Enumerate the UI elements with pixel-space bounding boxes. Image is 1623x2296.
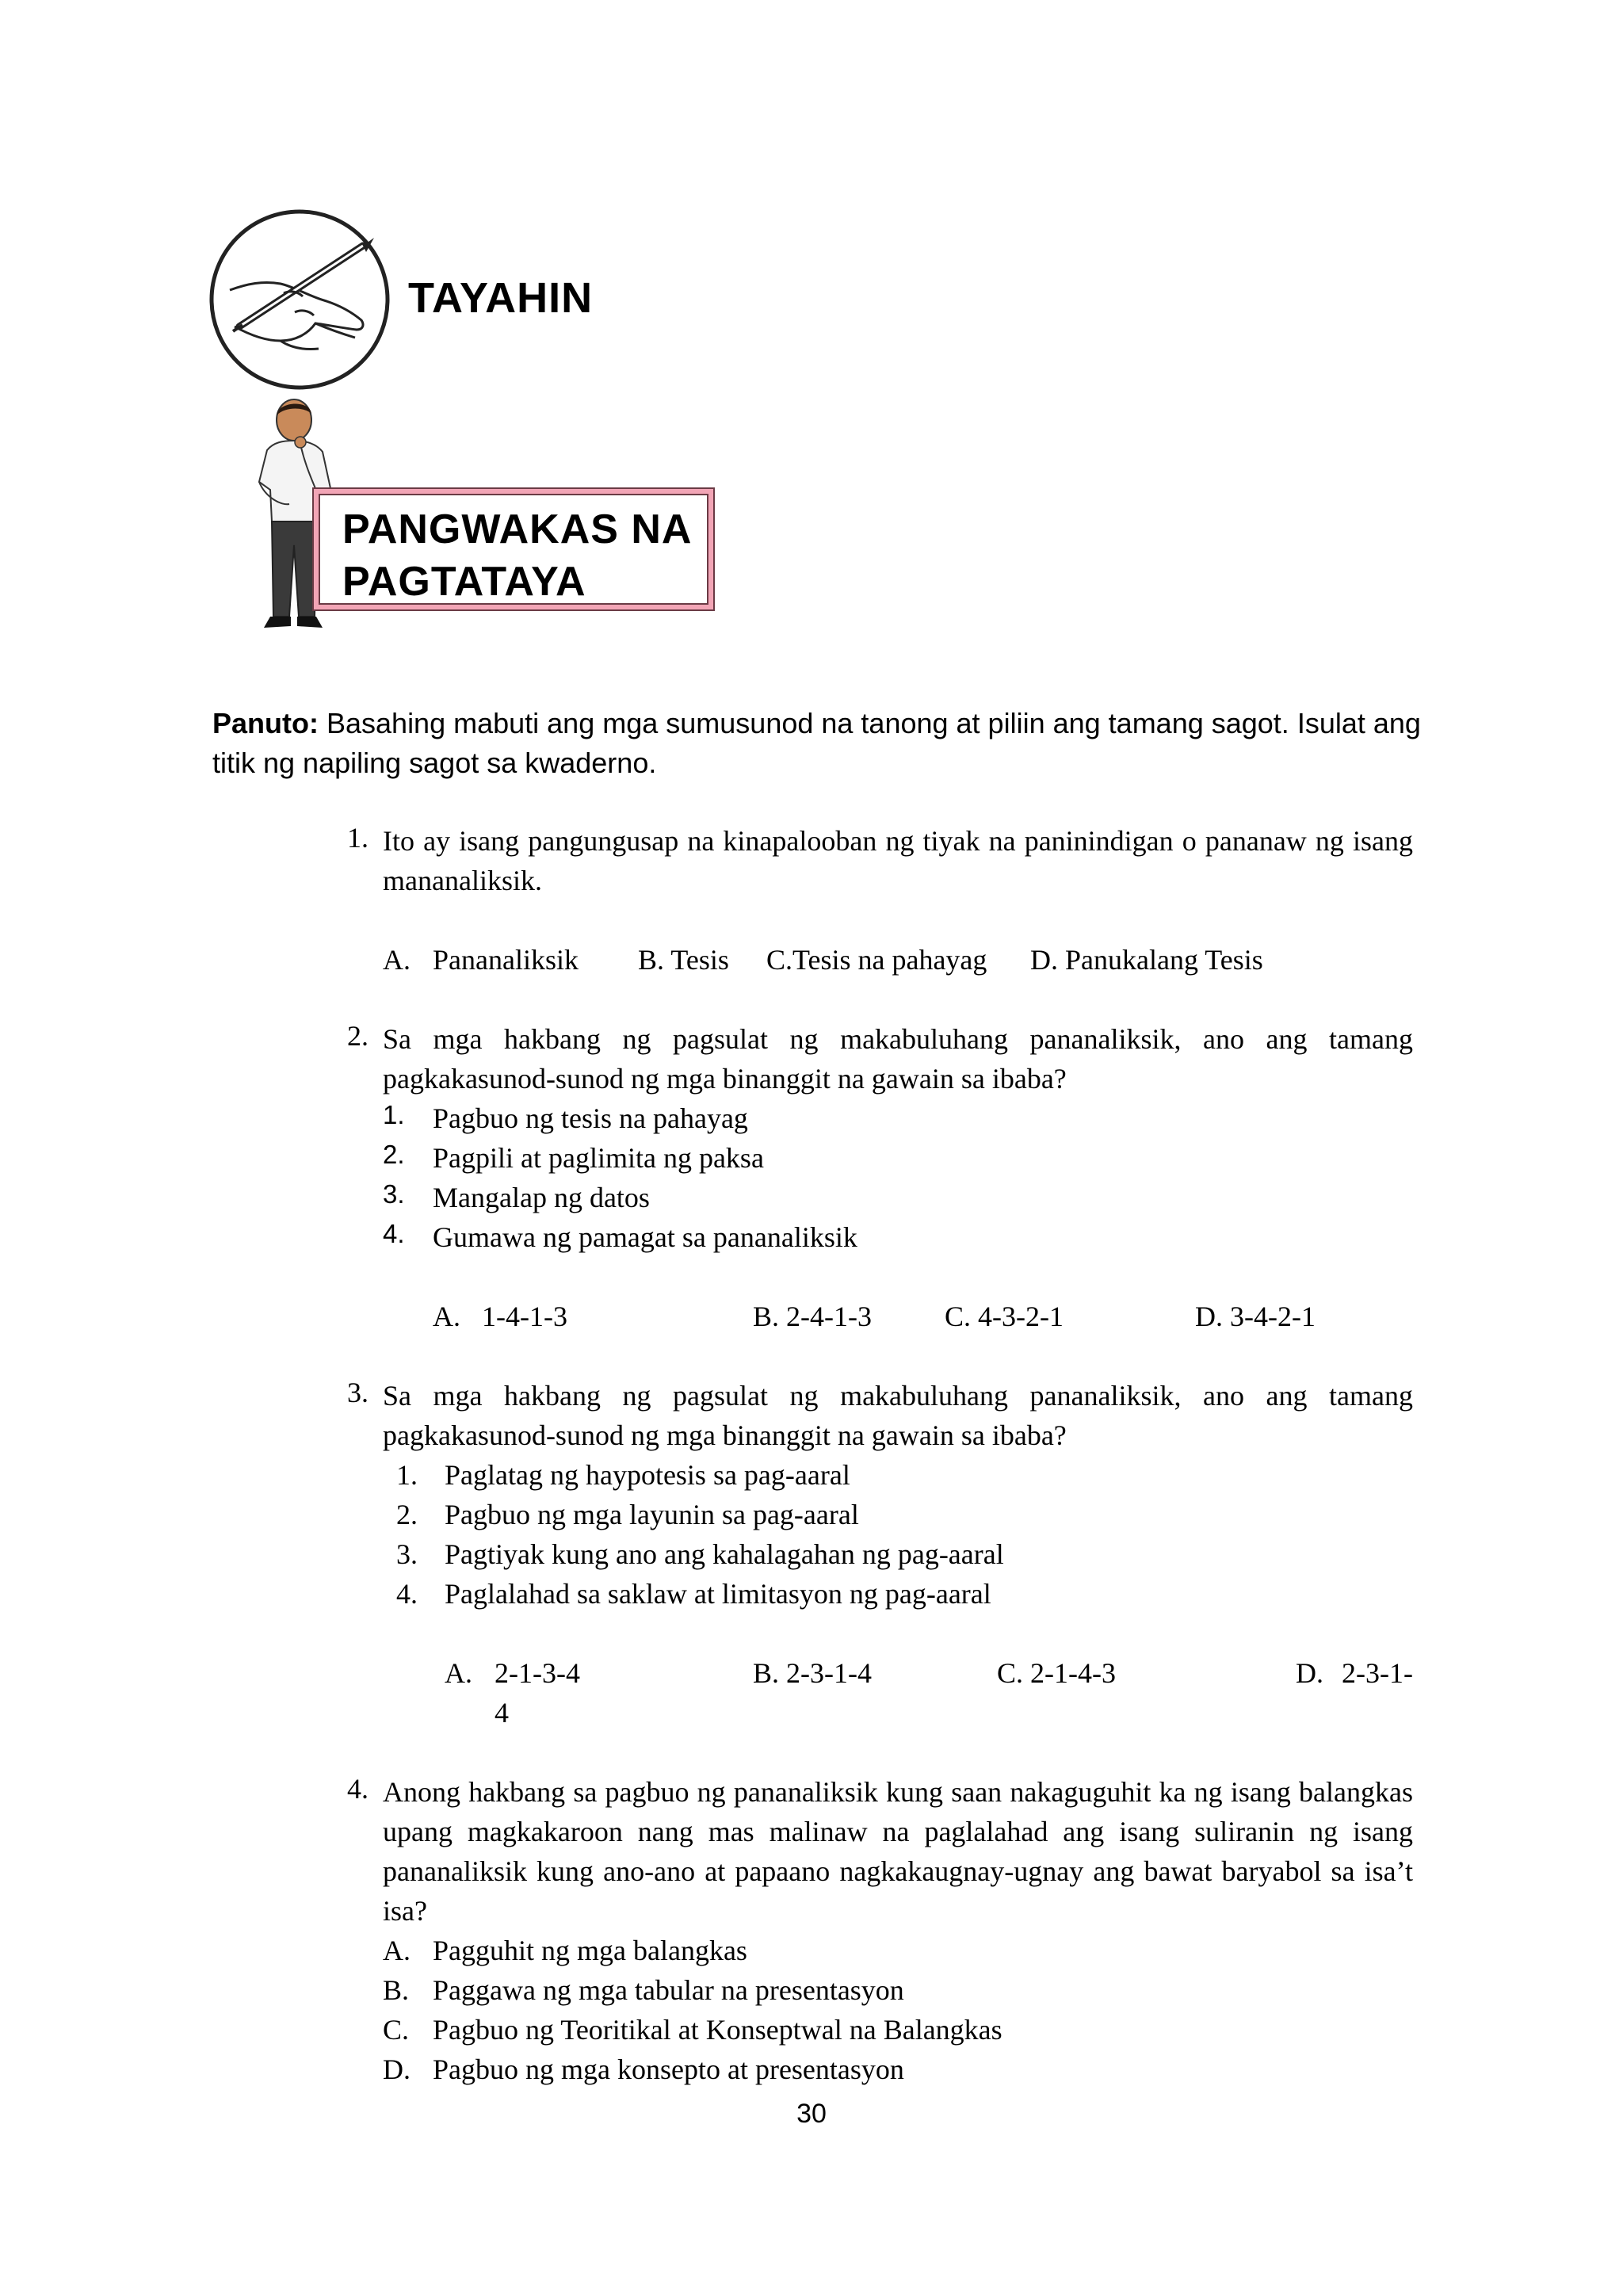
choice-d: D. 3-4-2-1 [1195,1301,1316,1332]
option-letter: B. [383,1974,410,2006]
section-title [342,503,692,608]
list-item-number: 4. [383,1219,405,1248]
choice-d: 2-3-1- [1342,1657,1413,1689]
tayahin-heading: TAYAHIN [408,274,594,322]
choice-a: 1-4-1-3 [482,1301,567,1332]
list-item: Gumawa ng pamagat sa pananaliksik [433,1221,857,1253]
list-item: Paglalahad sa saklaw at limitasyon ng pag-aaral [445,1578,991,1610]
choice-a-letter: A. [445,1657,472,1689]
option-letter: A. [383,1935,411,1966]
choice-b: B. 2-4-1-3 [753,1301,872,1332]
choice-d-letter: D. [1296,1657,1323,1689]
question-text: Sa mga hakbang ng pagsulat ng makabuluhang pananaliksik, ano ang tamang pagkakasunod-sunod ng mga binanggit na gawain sa ibaba? [383,1023,1413,1095]
option-text: Pagbuo ng Teoritikal at Konseptwal na Balangkas [433,2014,1002,2046]
list-item-number: 3. [383,1179,405,1209]
question-text: Sa mga hakbang ng pagsulat ng makabuluhang pananaliksik, ano ang tamang pagkakasunod-sunod ng mga binanggit na gawain sa ibaba? [383,1380,1413,1451]
list-item-number: 3. [396,1538,418,1570]
choice-b: B. 2-3-1-4 [753,1657,872,1689]
question-number: 3. [347,1377,369,1408]
option-letter: D. [383,2053,411,2085]
choice-d: D. Panukalang Tesis [1030,944,1263,976]
choice-a: 2-1-3-4 [495,1657,580,1689]
list-item-number: 1. [383,1100,405,1129]
writing-hand-icon [208,208,391,392]
choice-a: Pananaliksik [433,944,579,976]
directions [212,704,1425,783]
question-number: 2. [347,1020,369,1052]
choice-c: C.Tesis na pahayag [766,944,987,976]
choice-b: B. Tesis [638,944,729,976]
choice-c: C. 4-3-2-1 [945,1301,1064,1332]
list-item-number: 4. [396,1578,418,1610]
list-item: Mangalap ng datos [433,1182,650,1213]
question-number: 4. [347,1773,369,1805]
question-text: Anong hakbang sa pagbuo ng pananaliksik kung saan nakaguguhit ka ng isang balangkas upang magkakaroon nang mas malinaw na paglalahad ang isang suliranin ng isang pananaliksik kung ano-ano at papaano nagkakaugnay-ugnay ang bawat baryabol sa isa’t isa? [383,1776,1413,1927]
directions-text: Basahing mabuti ang mga sumusunod na tanong at piliin ang tamang sagot. Isulat ang titik ng napiling sagot sa kwaderno. [212,707,1421,779]
list-item: Pagbuo ng tesis na pahayag [433,1102,748,1134]
section-title-box [312,487,715,611]
choice-a-letter: A. [383,944,411,976]
option-text: Pagguhit ng mga balangkas [433,1935,747,1966]
option-text: Pagbuo ng mga konsepto at presentasyon [433,2053,904,2085]
list-item: Pagtiyak kung ano ang kahalagahan ng pag-aaral [445,1538,1004,1570]
question-number: 1. [347,822,369,854]
question-text: Ito ay isang pangungusap na kinapalooban ng tiyak na paninindigan o pananaw ng isang mananaliksik. [383,825,1413,896]
section-title-line2: PAGTATAYA [342,559,586,605]
list-item-number: 2. [383,1140,405,1169]
list-item-number: 1. [396,1459,418,1491]
section-title-line1: PANGWAKAS NA [342,506,693,552]
list-item: Pagbuo ng mga layunin sa pag-aaral [445,1499,859,1530]
page-number: 30 [796,2099,827,2129]
choice-d-continued: 4 [495,1697,509,1729]
list-item-number: 2. [396,1499,418,1530]
list-item: Pagpili at paglimita ng paksa [433,1142,764,1174]
list-item: Paglatag ng haypotesis sa pag-aaral [445,1459,850,1491]
directions-label: Panuto: [212,707,319,739]
choice-a-letter: A. [433,1301,460,1332]
choice-c: C. 2-1-4-3 [997,1657,1116,1689]
option-letter: C. [383,2014,410,2046]
option-text: Paggawa ng mga tabular na presentasyon [433,1974,904,2006]
